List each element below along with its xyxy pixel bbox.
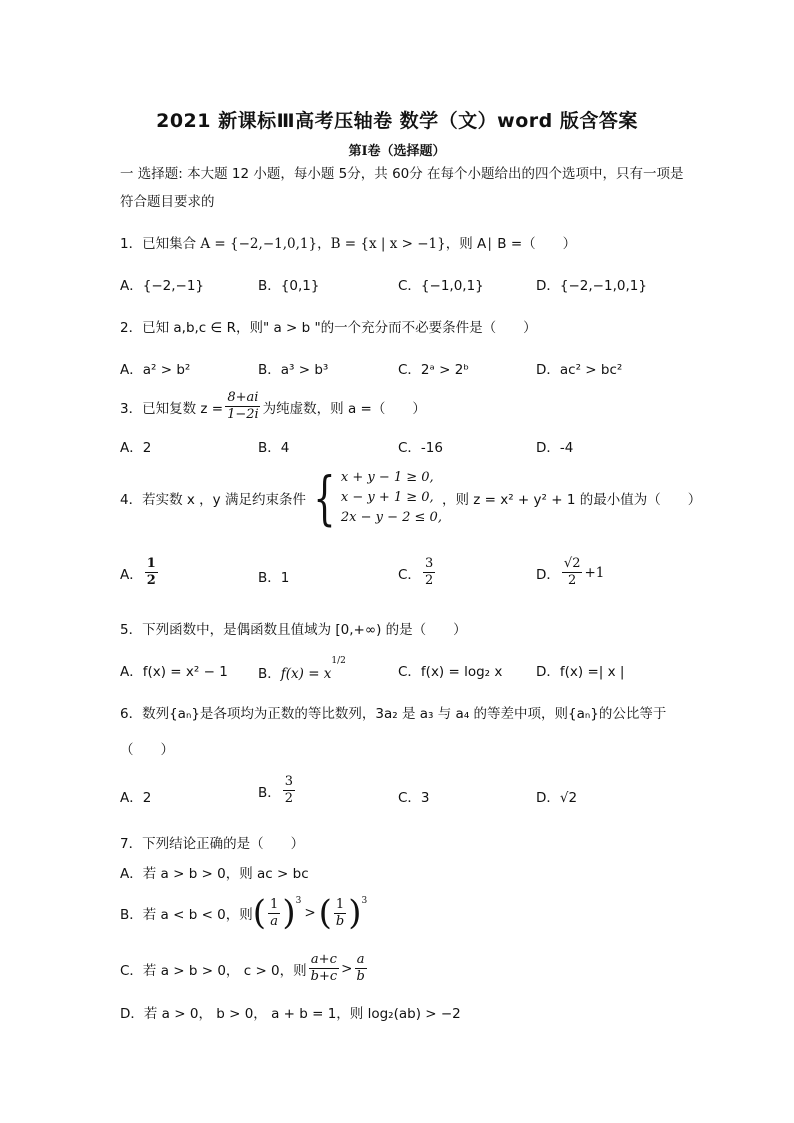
q5-option-b-base: f(x) = x — [280, 666, 332, 682]
q1-set-b: B = {x | x > −1} — [330, 236, 446, 252]
q7-option-b-gt: > — [304, 905, 316, 921]
q4-option-a-denominator: 2 — [146, 573, 156, 588]
q6-option-b-denominator: 2 — [284, 791, 294, 806]
q6-option-c: C．3 — [398, 790, 430, 806]
left-paren-icon: ( — [252, 893, 267, 933]
q4-option-c — [398, 556, 437, 589]
q4-option-a — [120, 556, 160, 589]
q4-option-c-denominator: 2 — [424, 573, 434, 588]
q4-option-d-numerator: √2 — [563, 556, 581, 571]
q4-option-d — [536, 556, 604, 589]
q4-option-c-label: C． — [398, 566, 421, 583]
section-subtitle: 第Ⅰ卷（选择题） — [348, 144, 446, 159]
q2-option-b: B．a³ > b³ — [258, 362, 329, 378]
q7-option-b-fraction-1: $\frac{1}{a}$ — [270, 896, 279, 929]
q1-option-c: C．{−1,0,1} — [398, 278, 484, 294]
q4-option-d-fraction — [562, 556, 583, 589]
question-3 — [120, 390, 426, 423]
q4-option-c-numerator: 3 — [424, 556, 434, 571]
q3-stem-a: 3．已知复数 z = — [120, 400, 224, 417]
q7-option-c-denominator-2: b — [356, 969, 365, 984]
q1-option-b: B．{0,1} — [258, 278, 320, 294]
question-4 — [120, 464, 702, 532]
q1-option-d: D．{−2,−1,0,1} — [536, 278, 647, 294]
q6-option-b-fraction — [283, 774, 295, 807]
q4-constraint-system — [306, 464, 442, 532]
q7-option-d: D．若 a > 0， b > 0， a + b = 1，则 log₂(ab) > −2 — [120, 1006, 461, 1022]
q3-fraction — [225, 390, 261, 423]
q4-option-c-fraction — [423, 556, 435, 589]
q1-comma: ， — [317, 236, 331, 252]
q4-option-a-numerator: 1 — [146, 556, 156, 571]
left-brace-icon: { — [313, 464, 336, 532]
question-2: 2．已知 a,b,c ∈ R，则" a > b "的一个充分而不必要条件是（ ） — [120, 320, 537, 336]
q3-option-a: A．2 — [120, 440, 152, 456]
q5-option-b-exponent: 1/2 — [331, 656, 346, 666]
q4-stem-b: ，则 z = x² + y² + 1 的最小值为（ ） — [441, 492, 702, 508]
q7-option-c-numerator-1: a+c — [310, 952, 337, 967]
section-intro: 一 选择题: 本大题 12 小题，每小题 5分，共 60分 在每个小题给出的四个选项中，只有一项是符合题目要求的 — [120, 166, 684, 210]
q7-option-c-text: C．若 a > b > 0， c > 0，则 — [120, 962, 307, 979]
q1-stem-b: ，则 A∣ B =（ ） — [445, 236, 577, 252]
q6-option-b — [258, 774, 297, 807]
q2-option-c: C．2ᵃ > 2ᵇ — [398, 362, 470, 378]
document-title: 2021 新课标Ⅲ高考压轴卷 数学（文）word 版含答案 — [156, 110, 638, 132]
q7-option-b: B．若 a < b < 0，则 ( $\frac{1}{a}$ ) $^3$ > ( $\frac{1}{b}$ ) $^3$ — [120, 893, 368, 933]
q3-option-d: D．-4 — [536, 440, 574, 456]
q4-option-a-label: A． — [120, 566, 143, 583]
q3-fraction-denominator: 1−2i — [227, 407, 259, 422]
q7-option-c — [120, 952, 369, 985]
q3-option-c: C．-16 — [398, 440, 443, 456]
question-6-answer-blank: （ ） — [120, 742, 174, 758]
q5-option-b-label: B． — [258, 666, 281, 682]
q7-option-c-numerator-2: a — [356, 952, 365, 967]
q7-option-c-gt: > — [341, 960, 353, 977]
q7-option-c-fraction-2 — [354, 952, 366, 985]
q6-option-b-numerator: 3 — [284, 774, 294, 789]
q7-option-c-denominator-1: b+c — [310, 969, 338, 984]
q6-option-b-label: B． — [258, 784, 281, 801]
q3-option-b: B．4 — [258, 440, 290, 456]
q7-option-b-fraction-2: $\frac{1}{b}$ — [335, 896, 345, 929]
q3-stem-b: 为纯虚数，则 a =（ ） — [262, 400, 426, 417]
question-7: 7．下列结论正确的是（ ） — [120, 836, 305, 852]
q4-option-d-tail: +1 — [584, 564, 605, 581]
q1-stem-a: 1．已知集合 — [120, 236, 201, 252]
left-paren-icon: ( — [318, 893, 332, 933]
q5-option-b — [258, 656, 346, 682]
right-paren-icon: ) — [282, 893, 296, 933]
q2-option-d: D．ac² > bc² — [536, 362, 623, 378]
q5-option-a: A．f(x) = x² − 1 — [120, 664, 228, 680]
right-paren-icon: ) — [348, 893, 362, 933]
q4-option-b: B．1 — [258, 570, 290, 586]
q5-option-d: D．f(x) =| x | — [536, 664, 625, 680]
q1-set-a: A = {−2,−1,0,1} — [200, 236, 318, 252]
question-6: 6．数列{aₙ}是各项均为正数的等比数列，3a₂ 是 a₃ 与 a₄ 的等差中项，则{aₙ}的公比等于 — [120, 706, 667, 722]
q4-constraint-2: x − y + 1 ≥ 0, — [340, 490, 434, 505]
q4-option-a-fraction — [145, 556, 158, 589]
q4-option-d-label: D． — [536, 566, 560, 583]
question-1 — [120, 232, 576, 252]
q4-stem-a: 4．若实数 x ，y 满足约束条件 — [120, 492, 306, 508]
q5-option-c: C．f(x) = log₂ x — [398, 664, 503, 680]
question-5: 5．下列函数中，是偶函数且值域为 [0,+∞) 的是（ ） — [120, 622, 467, 638]
q1-option-a: A．{−2,−1} — [120, 278, 205, 294]
q4-option-d-denominator: 2 — [568, 573, 577, 588]
q4-constraint-1: x + y − 1 ≥ 0, — [340, 470, 434, 485]
q7-option-a: A．若 a > b > 0，则 ac > bc — [120, 866, 309, 882]
q7-option-c-fraction-1 — [309, 952, 340, 985]
q7-option-b-text: B．若 a < b < 0，则 — [120, 907, 253, 923]
q4-constraint-3: 2x − y − 2 ≤ 0, — [340, 510, 442, 525]
q6-option-d: D．√2 — [536, 790, 578, 806]
q6-option-a: A．2 — [120, 790, 152, 806]
q3-fraction-numerator: 8+ai — [227, 390, 259, 405]
q2-option-a: A．a² > b² — [120, 362, 191, 378]
